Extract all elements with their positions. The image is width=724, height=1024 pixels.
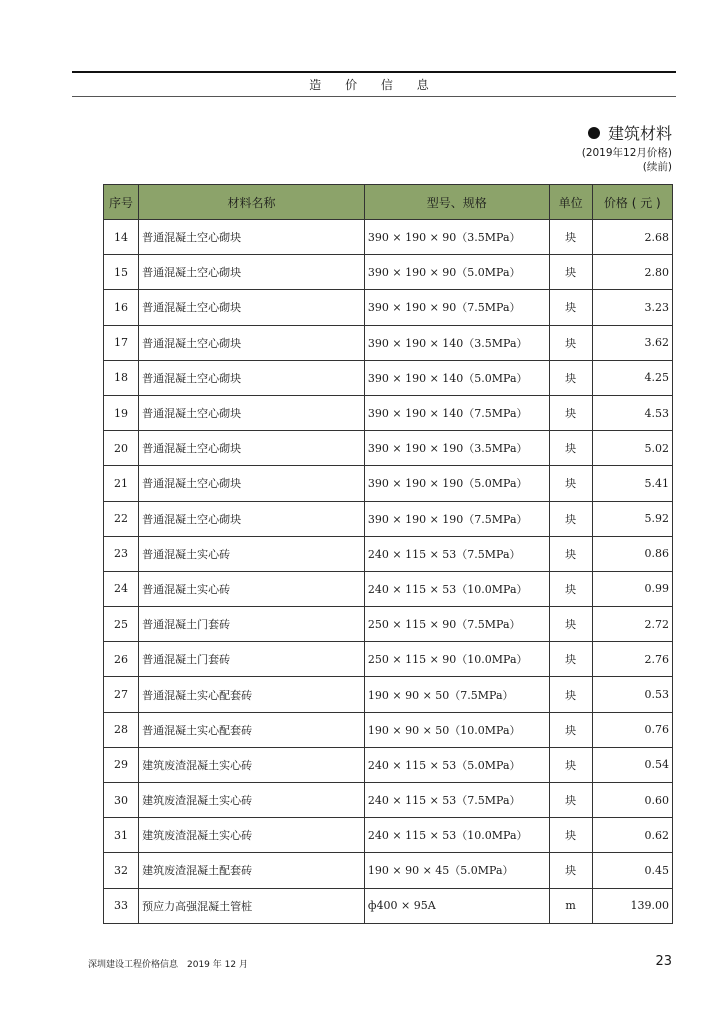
spec-cell: 390 × 190 × 90（3.5MPa） (364, 220, 549, 255)
unit-cell: 块 (549, 431, 592, 466)
unit-cell: 块 (549, 325, 592, 360)
spec-cell: 390 × 190 × 190（3.5MPa） (364, 431, 549, 466)
spec-cell: ф400 × 95A (364, 888, 549, 923)
spec-cell: 240 × 115 × 53（7.5MPa） (364, 536, 549, 571)
unit-cell: 块 (549, 290, 592, 325)
price-cell: 5.41 (592, 466, 672, 501)
table-row (104, 607, 673, 642)
table-row (104, 255, 673, 290)
material-name-cell: 普通混凝土实心砖 (139, 571, 365, 606)
material-name-cell: 普通混凝土空心砌块 (139, 395, 365, 430)
material-name-cell: 普通混凝土空心砌块 (139, 290, 365, 325)
header-rule (72, 71, 676, 73)
column-header-no: 序号 (104, 185, 139, 220)
price-cell: 2.76 (592, 642, 672, 677)
price-period: (2019年12月价格) (581, 147, 672, 159)
table-row (104, 501, 673, 536)
row-number-cell: 32 (104, 853, 139, 888)
spec-cell: 250 × 115 × 90（10.0MPa） (364, 642, 549, 677)
price-cell: 0.62 (592, 818, 672, 853)
material-name-cell: 预应力高强混凝土管桩 (139, 888, 365, 923)
material-name-cell: 普通混凝土门套砖 (139, 642, 365, 677)
price-cell: 0.76 (592, 712, 672, 747)
unit-cell: m (549, 888, 592, 923)
material-name-cell: 建筑废渣混凝土配套砖 (139, 853, 365, 888)
table-row (104, 888, 673, 923)
price-cell: 0.60 (592, 783, 672, 818)
unit-cell: 块 (549, 607, 592, 642)
bullet-icon (588, 127, 600, 139)
material-name-cell: 普通混凝土实心配套砖 (139, 677, 365, 712)
column-header-price: 价格 ( 元 ) (592, 185, 672, 220)
price-cell: 2.80 (592, 255, 672, 290)
spec-cell: 390 × 190 × 90（7.5MPa） (364, 290, 549, 325)
material-name-cell: 建筑废渣混凝土实心砖 (139, 818, 365, 853)
spec-cell: 240 × 115 × 53（10.0MPa） (364, 818, 549, 853)
table-row (104, 677, 673, 712)
row-number-cell: 20 (104, 431, 139, 466)
spec-cell: 190 × 90 × 50（7.5MPa） (364, 677, 549, 712)
spec-cell: 240 × 115 × 53（10.0MPa） (364, 571, 549, 606)
section-title-text: 建筑材料 (607, 124, 672, 143)
price-cell: 2.72 (592, 607, 672, 642)
table-row (104, 853, 673, 888)
table-row (104, 536, 673, 571)
unit-cell: 块 (549, 220, 592, 255)
spec-cell: 190 × 90 × 50（10.0MPa） (364, 712, 549, 747)
table-row (104, 747, 673, 782)
spec-cell: 240 × 115 × 53（5.0MPa） (364, 747, 549, 782)
footer-publication: 深圳建设工程价格信息 2019 年 12 月 (88, 960, 248, 970)
material-name-cell: 普通混凝土空心砌块 (139, 220, 365, 255)
material-name-cell: 普通混凝土门套砖 (139, 607, 365, 642)
row-number-cell: 24 (104, 571, 139, 606)
section-title (588, 121, 672, 144)
price-cell: 0.53 (592, 677, 672, 712)
row-number-cell: 18 (104, 360, 139, 395)
row-number-cell: 30 (104, 783, 139, 818)
price-cell: 4.25 (592, 360, 672, 395)
header-title: 造 价 信 息 (309, 78, 439, 92)
price-cell: 2.68 (592, 220, 672, 255)
table-row (104, 431, 673, 466)
table-row (104, 783, 673, 818)
column-header-name: 材料名称 (139, 185, 365, 220)
table-row (104, 395, 673, 430)
material-name-cell: 普通混凝土实心砖 (139, 536, 365, 571)
row-number-cell: 16 (104, 290, 139, 325)
unit-cell: 块 (549, 712, 592, 747)
row-number-cell: 14 (104, 220, 139, 255)
row-number-cell: 33 (104, 888, 139, 923)
price-cell: 3.62 (592, 325, 672, 360)
row-number-cell: 26 (104, 642, 139, 677)
spec-cell: 390 × 190 × 140（5.0MPa） (364, 360, 549, 395)
material-name-cell: 普通混凝土空心砌块 (139, 431, 365, 466)
unit-cell: 块 (549, 677, 592, 712)
price-cell: 3.23 (592, 290, 672, 325)
section-subtitle (582, 146, 672, 174)
table-row (104, 325, 673, 360)
table-row (104, 360, 673, 395)
row-number-cell: 29 (104, 747, 139, 782)
material-name-cell: 普通混凝土空心砌块 (139, 325, 365, 360)
row-number-cell: 22 (104, 501, 139, 536)
row-number-cell: 23 (104, 536, 139, 571)
row-number-cell: 19 (104, 395, 139, 430)
row-number-cell: 31 (104, 818, 139, 853)
price-cell: 0.54 (592, 747, 672, 782)
table-row (104, 571, 673, 606)
unit-cell: 块 (549, 642, 592, 677)
material-name-cell: 普通混凝土实心配套砖 (139, 712, 365, 747)
material-name-cell: 建筑废渣混凝土实心砖 (139, 747, 365, 782)
price-table (103, 184, 673, 924)
price-cell: 5.92 (592, 501, 672, 536)
row-number-cell: 15 (104, 255, 139, 290)
price-cell: 4.53 (592, 395, 672, 430)
continued-note: (续前) (642, 161, 672, 173)
price-cell: 139.00 (592, 888, 672, 923)
spec-cell: 390 × 190 × 140（3.5MPa） (364, 325, 549, 360)
row-number-cell: 25 (104, 607, 139, 642)
unit-cell: 块 (549, 747, 592, 782)
price-cell: 0.45 (592, 853, 672, 888)
material-name-cell: 普通混凝土空心砌块 (139, 501, 365, 536)
table-body (104, 220, 673, 924)
row-number-cell: 21 (104, 466, 139, 501)
row-number-cell: 28 (104, 712, 139, 747)
row-number-cell: 17 (104, 325, 139, 360)
column-header-unit: 单位 (549, 185, 592, 220)
table-row (104, 466, 673, 501)
material-name-cell: 普通混凝土空心砌块 (139, 466, 365, 501)
spec-cell: 390 × 190 × 140（7.5MPa） (364, 395, 549, 430)
spec-cell: 390 × 190 × 90（5.0MPa） (364, 255, 549, 290)
spec-cell: 390 × 190 × 190（5.0MPa） (364, 466, 549, 501)
page-number: 23 (655, 954, 672, 969)
unit-cell: 块 (549, 395, 592, 430)
unit-cell: 块 (549, 818, 592, 853)
unit-cell: 块 (549, 466, 592, 501)
material-name-cell: 建筑废渣混凝土实心砖 (139, 783, 365, 818)
spec-cell: 190 × 90 × 45（5.0MPa） (364, 853, 549, 888)
row-number-cell: 27 (104, 677, 139, 712)
spec-cell: 250 × 115 × 90（7.5MPa） (364, 607, 549, 642)
unit-cell: 块 (549, 536, 592, 571)
header-rule-thin (72, 96, 676, 97)
table-row (104, 220, 673, 255)
table-header-row (104, 185, 673, 220)
unit-cell: 块 (549, 571, 592, 606)
table-row (104, 712, 673, 747)
price-cell: 5.02 (592, 431, 672, 466)
spec-cell: 390 × 190 × 190（7.5MPa） (364, 501, 549, 536)
unit-cell: 块 (549, 255, 592, 290)
unit-cell: 块 (549, 783, 592, 818)
spec-cell: 240 × 115 × 53（7.5MPa） (364, 783, 549, 818)
column-header-spec: 型号、规格 (364, 185, 549, 220)
material-name-cell: 普通混凝土空心砌块 (139, 360, 365, 395)
table-row (104, 818, 673, 853)
material-name-cell: 普通混凝土空心砌块 (139, 255, 365, 290)
price-cell: 0.86 (592, 536, 672, 571)
unit-cell: 块 (549, 501, 592, 536)
unit-cell: 块 (549, 853, 592, 888)
unit-cell: 块 (549, 360, 592, 395)
price-cell: 0.99 (592, 571, 672, 606)
table-row (104, 290, 673, 325)
table-row (104, 642, 673, 677)
